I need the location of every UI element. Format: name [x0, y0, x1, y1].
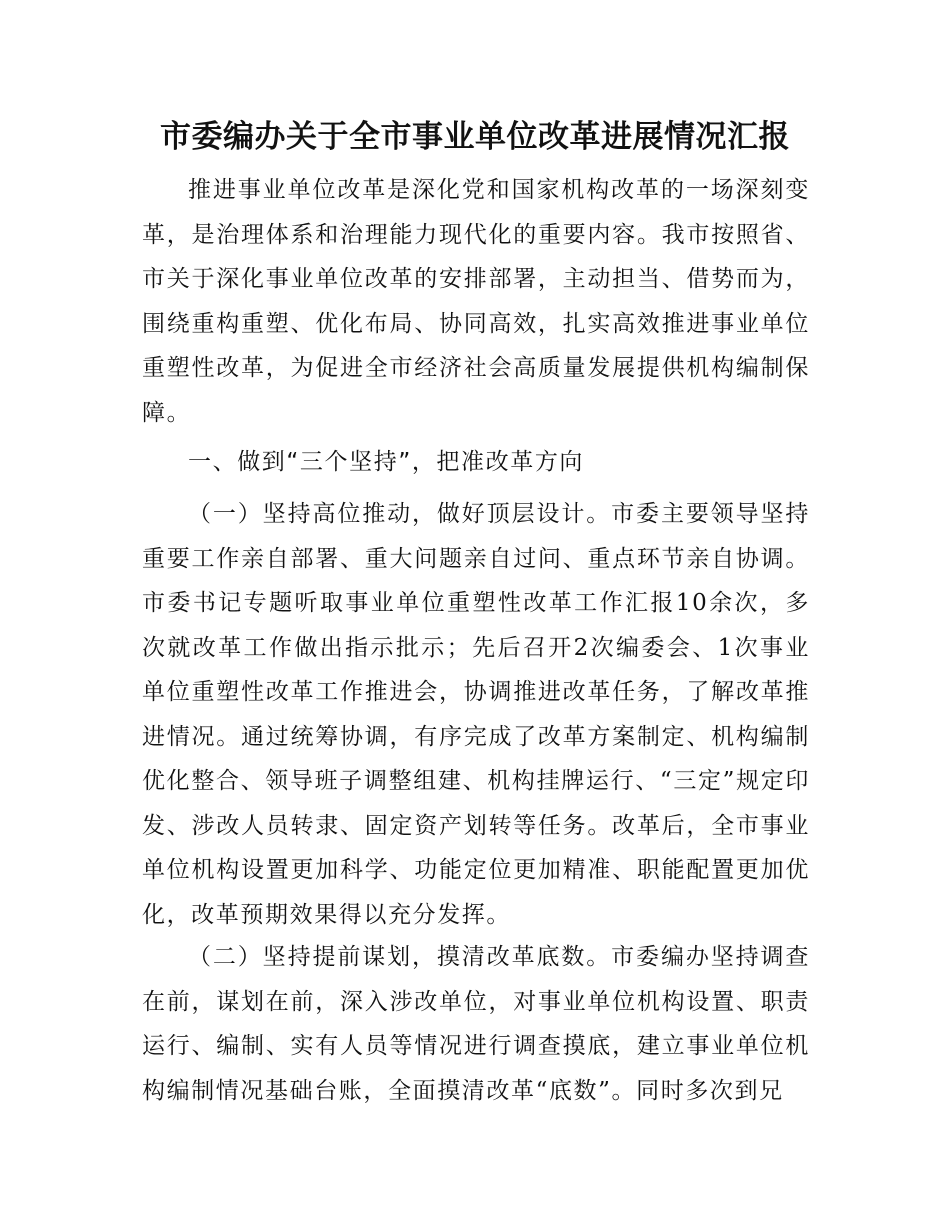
- document-title: 市委编办关于全市事业单位改革进展情况汇报: [160, 119, 790, 155]
- section-1-heading: 一、做到“三个坚持”，把准改革方向: [188, 449, 585, 475]
- intro-paragraph: 推进事业单位改革是深化党和国家机构改革的一场深刻变革，是治理体系和治理能力现代化的重要内容。我市按照省、市关于深化事业单位改革的安排部署，主动担当、借势而为，围绕重构重塑、优化布局、协同高效，扎实高效推进事业单位重塑性改革，为促进全市经济社会高质量发展提供机构编制保障。: [142, 177, 810, 426]
- subsection-1-paragraph: （一）坚持高位推动，做好顶层设计。市委主要领导坚持重要工作亲自部署、重大问题亲自过问、重点环节亲自协调。市委书记专题听取事业单位重塑性改革工作汇报10余次，多次就改革工作做出指示批示；先后召开2次编委会、1次事业单位重塑性改革工作推进会，协调推进改革任务，了解改革推进情况。通过统筹协调，有序完成了改革方案制定、机构编制优化整合、领导班子调整组建、机构挂牌运行、“三定”规定印发、涉改人员转隶、固定资产划转等任务。改革后，全市事业单位机构设置更加科学、功能定位更加精准、职能配置更加优化，改革预期效果得以充分发挥。: [142, 501, 810, 928]
- subsection-2-paragraph: （二）坚持提前谋划，摸清改革底数。市委编办坚持调查在前，谋划在前，深入涉改单位，对事业单位机构设置、职责运行、编制、实有人员等情况进行调查摸底，建立事业单位机构编制情况基础台账，全面摸清改革“底数”。同时多次到兄: [142, 944, 810, 1104]
